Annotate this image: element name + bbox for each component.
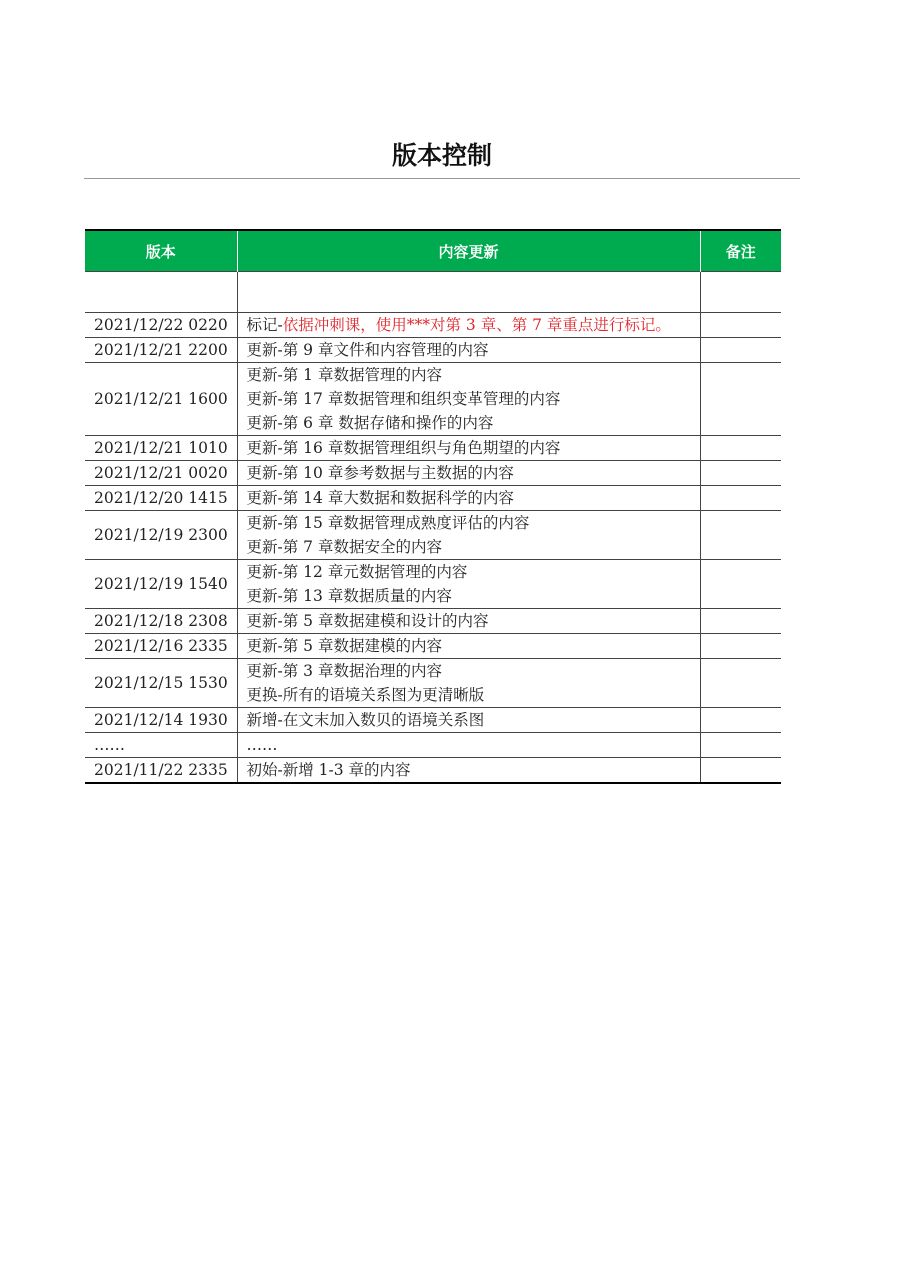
version-cell: 2021/12/18 2308: [85, 609, 237, 634]
content-cell: [237, 461, 700, 486]
table-row: [85, 436, 781, 461]
version-cell: 2021/12/22 0220: [85, 313, 237, 338]
content-line: 更换-所有的语境关系图为更清晰版: [246, 686, 485, 704]
note-cell: [700, 659, 781, 708]
empty-row: [85, 272, 781, 313]
note-cell: [700, 634, 781, 659]
version-cell: 2021/12/16 2335: [85, 634, 237, 659]
empty-cell: [700, 272, 781, 313]
version-cell: 2021/12/21 0020: [85, 461, 237, 486]
content-line: 更新-第 10 章参考数据与主数据的内容: [246, 464, 514, 482]
highlight-text: 依据冲刺课，使用***对第 3 章、第 7 章重点进行标记。: [282, 316, 671, 334]
header-note: 备注: [700, 230, 781, 272]
content-line: 更新-第 6 章 数据存储和操作的内容: [246, 414, 494, 432]
content-cell: [237, 313, 700, 338]
page-title: 版本控制: [391, 141, 492, 170]
version-cell: 2021/12/19 1540: [85, 560, 237, 609]
version-cell: 2021/12/15 1530: [85, 659, 237, 708]
content-line: 更新-第 16 章数据管理组织与角色期望的内容: [246, 439, 561, 457]
content-cell: [237, 363, 700, 436]
content-line: 更新-第 3 章数据治理的内容: [246, 662, 442, 680]
table-row: [85, 338, 781, 363]
version-cell: 2021/12/14 1930: [85, 708, 237, 733]
table-row: [85, 609, 781, 634]
content-cell: [237, 338, 700, 363]
table-row: [85, 560, 781, 609]
title-divider: [84, 178, 800, 179]
version-table: [85, 229, 781, 784]
content-line: 新增-在文末加入数贝的语境关系图: [246, 711, 485, 729]
content-line: 标记-: [246, 316, 283, 334]
note-cell: [700, 758, 781, 784]
content-line: 更新-第 7 章数据安全的内容: [246, 538, 442, 556]
note-cell: [700, 560, 781, 609]
content-line: 更新-第 15 章数据管理成熟度评估的内容: [246, 514, 530, 532]
content-line: 更新-第 5 章数据建模的内容: [246, 637, 442, 655]
content-cell: [237, 511, 700, 560]
content-line: ……: [246, 736, 278, 754]
note-cell: [700, 363, 781, 436]
content-cell: [237, 634, 700, 659]
version-cell: 2021/12/21 1010: [85, 436, 237, 461]
note-cell: [700, 313, 781, 338]
content-cell: [237, 708, 700, 733]
empty-cell: [85, 272, 237, 313]
note-cell: [700, 461, 781, 486]
table-row: [85, 758, 781, 784]
header-content: 内容更新: [237, 230, 700, 272]
note-cell: [700, 436, 781, 461]
content-line: 初始-新增 1-3 章的内容: [246, 761, 411, 779]
version-cell: 2021/12/19 2300: [85, 511, 237, 560]
note-cell: [700, 486, 781, 511]
note-cell: [700, 708, 781, 733]
table-row: [85, 313, 781, 338]
table-row: [85, 461, 781, 486]
content-line: 更新-第 14 章大数据和数据科学的内容: [246, 489, 514, 507]
note-cell: [700, 609, 781, 634]
content-line: 更新-第 12 章元数据管理的内容: [246, 563, 468, 581]
table-row: [85, 634, 781, 659]
content-line: 更新-第 13 章数据质量的内容: [246, 587, 452, 605]
table-row: [85, 363, 781, 436]
header-version: 版本: [85, 230, 237, 272]
table-row: [85, 511, 781, 560]
version-cell: 2021/12/21 1600: [85, 363, 237, 436]
content-cell: [237, 436, 700, 461]
content-cell: [237, 560, 700, 609]
version-cell: 2021/11/22 2335: [85, 758, 237, 784]
content-line: 更新-第 5 章数据建模和设计的内容: [246, 612, 489, 630]
version-cell: 2021/12/20 1415: [85, 486, 237, 511]
empty-cell: [237, 272, 700, 313]
table-row: [85, 733, 781, 758]
note-cell: [700, 338, 781, 363]
table-row: [85, 708, 781, 733]
content-line: 更新-第 9 章文件和内容管理的内容: [246, 341, 489, 359]
content-cell: [237, 486, 700, 511]
content-cell: [237, 659, 700, 708]
note-cell: [700, 733, 781, 758]
content-cell: [237, 733, 700, 758]
content-line: 更新-第 17 章数据管理和组织变革管理的内容: [246, 390, 561, 408]
table-row: [85, 659, 781, 708]
version-cell: ……: [85, 733, 237, 758]
version-cell: 2021/12/21 2200: [85, 338, 237, 363]
content-cell: [237, 609, 700, 634]
note-cell: [700, 511, 781, 560]
content-cell: [237, 758, 700, 784]
content-line: 更新-第 1 章数据管理的内容: [246, 366, 442, 384]
table-header-row: [85, 230, 781, 272]
table-row: [85, 486, 781, 511]
